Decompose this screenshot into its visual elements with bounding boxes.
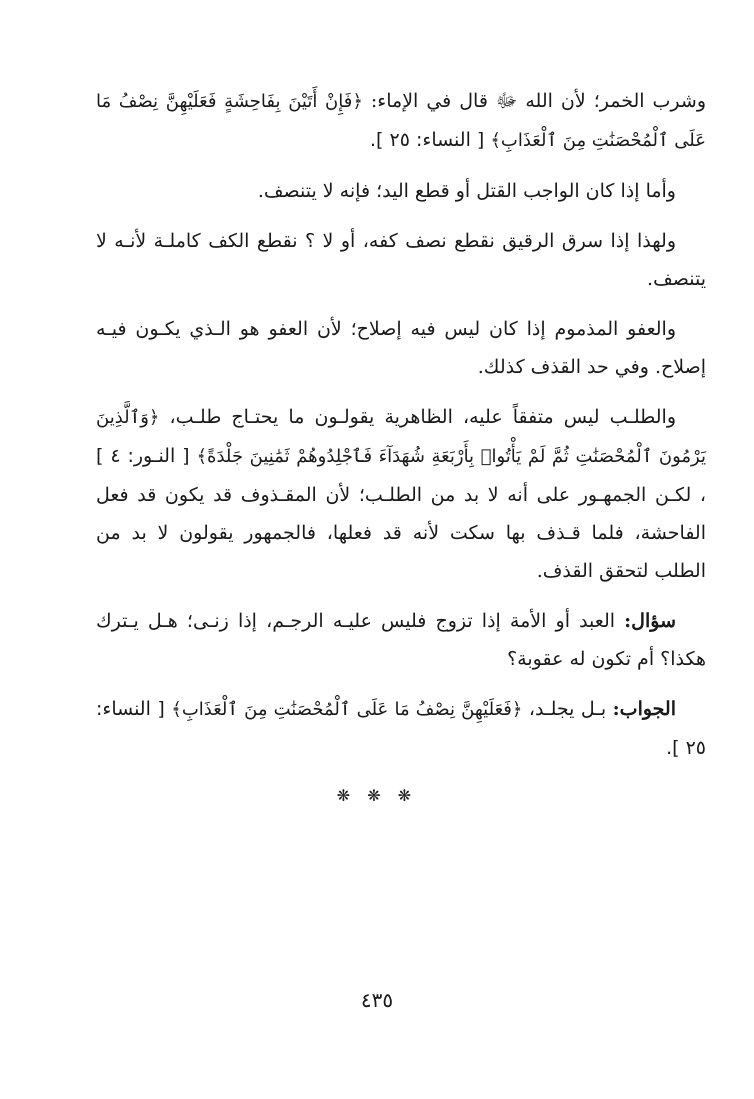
question-label: سؤال: xyxy=(624,610,676,632)
paragraph-2 xyxy=(96,172,706,210)
section-separator-asterisks: ❋ ❋ ❋ xyxy=(336,786,418,805)
verse-reference: [ النـور: ٤ ] xyxy=(96,445,190,467)
quran-verse-nisa-25: ﴿فَإِنْ أَتَيْنَ بِفَاحِشَةٍ فَعَلَيْهِنَّ نِصْفُ مَا عَلَى ٱلْمُحْصَنَٰتِ مِنَ ٱلْعَذَابِ﴾ xyxy=(96,91,706,151)
quran-verse-nur-4: ﴿وَٱلَّذِينَ يَرْمُونَ ٱلْمُحْصَنَٰتِ ثُمَّ لَمْ يَأْتُوا۟ بِأَرْبَعَةِ شُهَدَآءَ فَٱجْلِدُوهُمْ ثَمَٰنِينَ جَلْدَةً﴾ xyxy=(96,407,706,467)
paragraph-1 xyxy=(96,82,706,160)
answer-text: بـل يجلـد، xyxy=(522,698,607,720)
page-number: ٤٣٥ xyxy=(360,988,394,1012)
page-body-text xyxy=(96,82,706,779)
paragraph-3 xyxy=(96,222,706,298)
paragraph-4-text: والعفو المذموم إذا كان ليس فيه إصلاح؛ لأن العفو هو الـذي يكـون فيـه إصلاح. وفي حد القذف كذلك. xyxy=(96,318,706,378)
question-text: العبد أو الأمة إذا تزوج فليس عليـه الرجـم، إذا زنـى؛ هـل يـترك هكذا؟ أم تكون له عقوبة؟ xyxy=(96,610,706,670)
paragraph-3-text: ولهذا إذا سرق الرقيق نقطع نصف كفه، أو لا ؟ نقطع الكف كاملـة لأنـه لا يتنصف. xyxy=(96,230,706,290)
answer-paragraph xyxy=(96,690,706,767)
answer-label: الجواب: xyxy=(612,698,676,720)
paragraph-1-text: وشرب الخمر؛ لأن الله ﷻ قال في الإماء: xyxy=(362,90,706,112)
quran-verse-nisa-25-answer: ﴿فَعَلَيْهِنَّ نِصْفُ مَا عَلَى ٱلْمُحْصَنَٰتِ مِنَ ٱلْعَذَابِ﴾ xyxy=(171,699,523,720)
verse-reference: [ النساء: ٢٥ ]. xyxy=(96,698,706,759)
paragraph-5-text-start: والطلـب ليس متفقاً عليه، الظاهرية يقولـون ما يحتـاج طلـب، xyxy=(159,406,676,428)
paragraph-5 xyxy=(96,398,706,590)
verse-reference: [ النساء: ٢٥ ]. xyxy=(370,129,485,151)
question-paragraph xyxy=(96,602,706,678)
paragraph-5-text-end: ، لكـن الجمهـور على أنه لا بد من الطلـب؛ لأن المقـذوف قد يكون قد فعل الفاحشة، فلما قـذف بها سكت لأنه قد فعلها، فالجمهور يقولون لا بد من الطلب لتحقق القذف. xyxy=(96,484,706,582)
paragraph-2-text: وأما إذا كان الواجب القتل أو قطع اليد؛ فإنه لا يتنصف. xyxy=(257,180,676,202)
paragraph-4 xyxy=(96,310,706,386)
